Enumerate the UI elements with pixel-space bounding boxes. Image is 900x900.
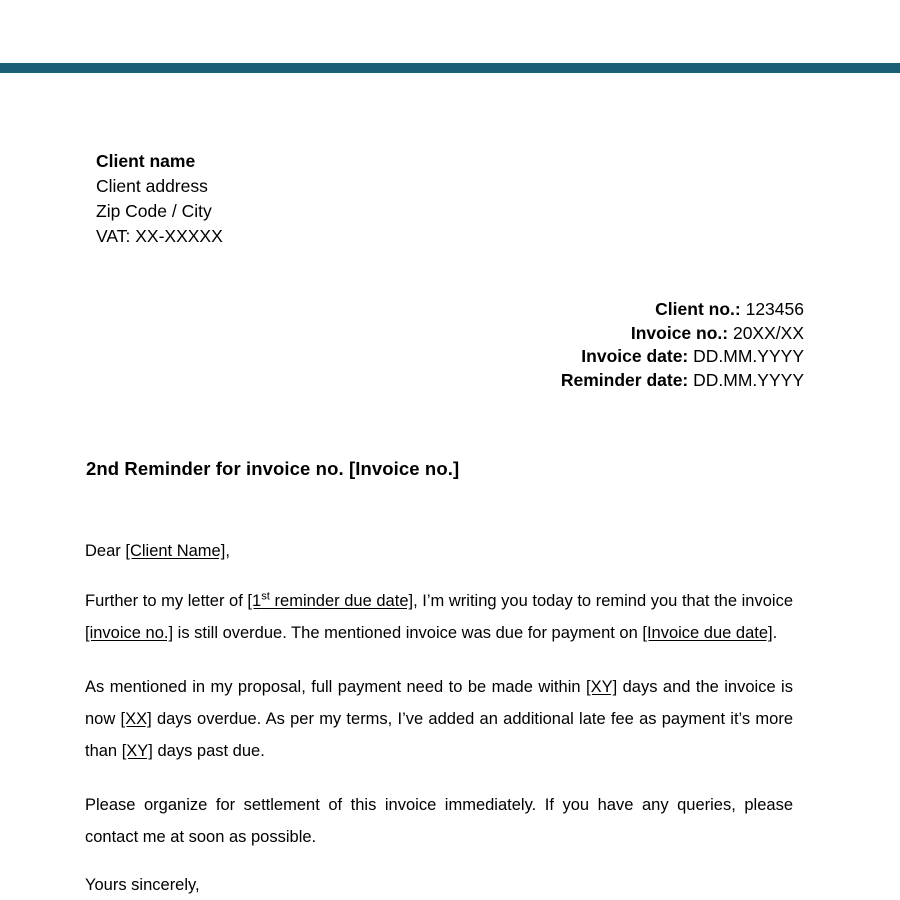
paragraph-1 bbox=[85, 585, 793, 649]
meta-row-reminder-date bbox=[561, 369, 804, 393]
letter-body bbox=[85, 541, 793, 896]
meta-row-invoice-date bbox=[561, 345, 804, 369]
p1-field1-rest: reminder due date] bbox=[269, 592, 414, 610]
p1-field1-superscript: st bbox=[261, 590, 270, 603]
recipient-address-block bbox=[96, 149, 223, 249]
field-overdue-days: [XX] bbox=[120, 710, 152, 728]
salutation-prefix: Dear bbox=[85, 542, 126, 560]
p2-text-2: days and the invoice is now bbox=[85, 678, 793, 728]
field-first-reminder-due-date bbox=[247, 592, 413, 610]
salutation-suffix: , bbox=[225, 542, 230, 560]
meta-row-client-no bbox=[561, 298, 804, 322]
meta-value-invoice-date: DD.MM.YYYY bbox=[693, 346, 804, 366]
meta-label-reminder-date: Reminder date: bbox=[560, 369, 689, 390]
recipient-zip-city: Zip Code / City bbox=[96, 201, 212, 221]
meta-label-client-no: Client no.: bbox=[655, 299, 741, 319]
paragraph-3: Please organize for settlement of this invoice immediately. If you have any queries, please contact me at soon as possible. bbox=[85, 796, 793, 846]
closing-line: Yours sincerely, bbox=[85, 876, 200, 894]
recipient-vat: VAT: XX-XXXXX bbox=[96, 226, 223, 246]
p1-text-1: Further to my letter of bbox=[85, 592, 248, 610]
field-client-name: [Client Name] bbox=[125, 542, 226, 560]
document-heading: 2nd Reminder for invoice no. [Invoice no.] bbox=[86, 458, 460, 479]
meta-value-invoice-no: 20XX/XX bbox=[732, 322, 804, 343]
p1-text-2: , I’m writing you today to remind you that the invoice bbox=[413, 592, 793, 610]
salutation-line bbox=[85, 541, 793, 562]
recipient-name: Client name bbox=[96, 151, 196, 171]
meta-label-invoice-date: Invoice date: bbox=[581, 346, 689, 366]
p2-text-1: As mentioned in my proposal, full payment need to be made within bbox=[85, 678, 586, 696]
p2-text-3: days overdue. As per my terms, I’ve added an additional late fee as payment it’s more than bbox=[85, 710, 793, 760]
field-invoice-no: [invoice no.] bbox=[85, 624, 174, 642]
invoice-meta-block bbox=[561, 298, 804, 392]
header-accent-bar bbox=[0, 63, 900, 73]
recipient-address: Client address bbox=[96, 176, 208, 196]
paragraph-2 bbox=[85, 671, 793, 767]
p1-field1-open: [1 bbox=[247, 592, 262, 610]
field-payment-term-days: [XY] bbox=[585, 678, 618, 696]
meta-value-reminder-date: DD.MM.YYYY bbox=[693, 369, 804, 390]
meta-row-invoice-no bbox=[561, 322, 804, 346]
field-invoice-due-date: [Invoice due date] bbox=[642, 624, 773, 642]
p1-text-4: . bbox=[772, 624, 778, 642]
meta-value-client-no: 123456 bbox=[745, 299, 804, 319]
meta-label-invoice-no: Invoice no.: bbox=[630, 322, 729, 343]
field-late-fee-days: [XY] bbox=[121, 742, 153, 760]
p2-text-4: days past due. bbox=[152, 742, 265, 760]
p1-text-3: is still overdue. The mentioned invoice was due for payment on bbox=[173, 624, 643, 642]
